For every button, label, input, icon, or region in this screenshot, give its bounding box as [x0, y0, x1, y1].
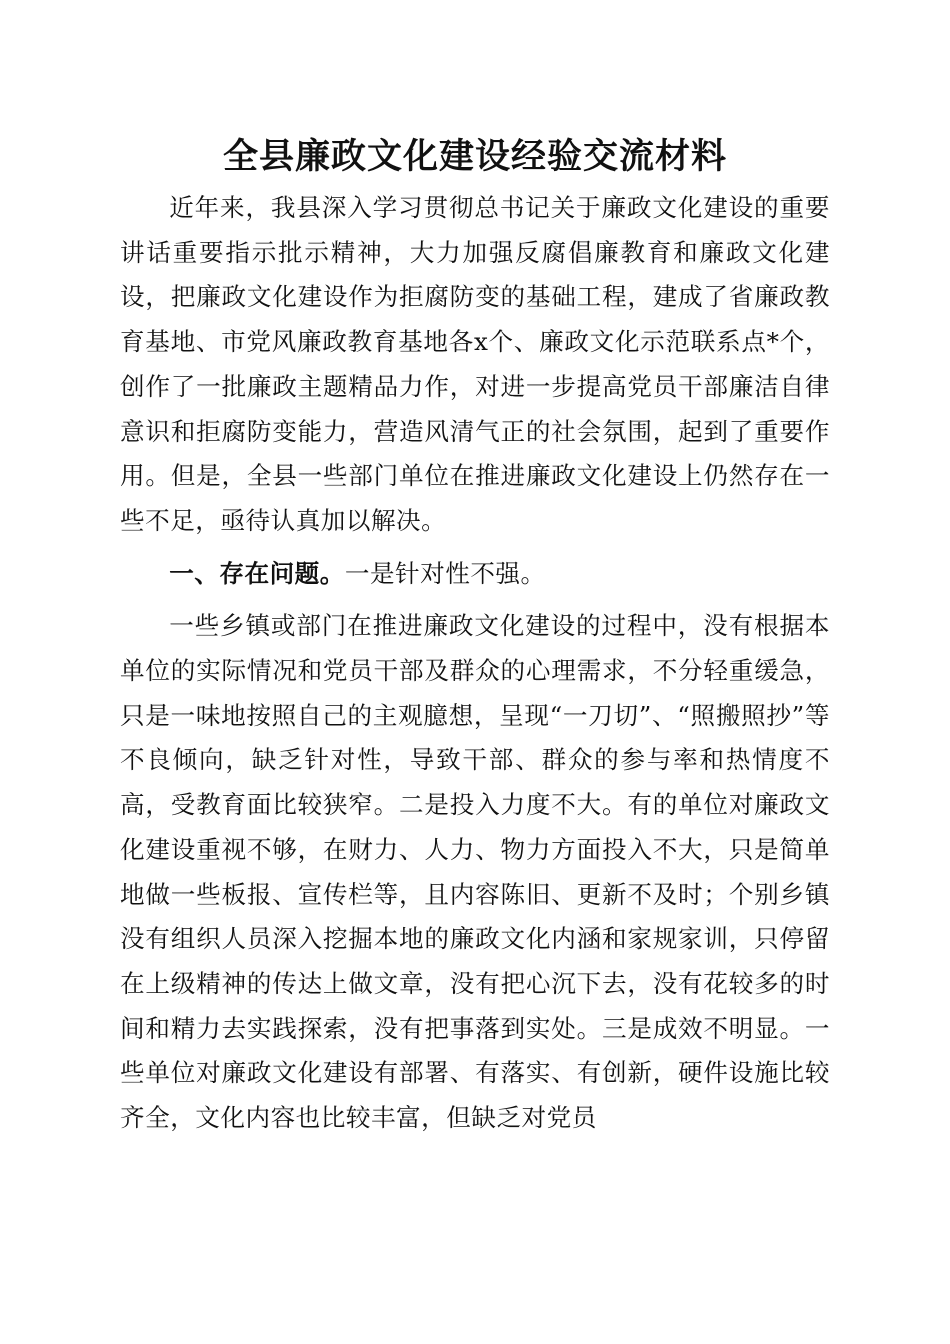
- section-1-paragraph: 一些乡镇或部门在推进廉政文化建设的过程中，没有根据本单位的实际情况和党员干部及群众的心理需求，不分轻重缓急，只是一味地按照自己的主观臆想，呈现“一刀切”、“照搬照抄”等不良倾向，缺乏针对性，导致干部、群众的参与率和热情度不高，受教育面比较狭窄。二是投入力度不大。有的单位对廉政文化建设重视不够，在财力、人力、物力方面投入不大，只是简单地做一些板报、宣传栏等，且内容陈旧、更新不及时；个别乡镇没有组织人员深入挖掘本地的廉政文化内涵和家规家训，只停留在上级精神的传达上做文章，没有把心沉下去，没有花较多的时间和精力去实践探索，没有把事落到实处。三是成效不明显。一些单位对廉政文化建设有部署、有落实、有创新，硬件设施比较齐全，文化内容也比较丰富，但缺乏对党员: [120, 611, 830, 1133]
- document-body: [120, 186, 830, 1141]
- section-1-heading: 一、存在问题。: [169, 558, 345, 588]
- intro-paragraph: 近年来，我县深入学习贯彻总书记关于廉政文化建设的重要讲话重要指示批示精神，大力加强反腐倡廉教育和廉政文化建设，把廉政文化建设作为拒腐防变的基础工程，建成了省廉政教育基地、市党风廉政教育基地各x个、廉政文化示范联系点*个，创作了一批廉政主题精品力作，对进一步提高党员干部廉洁自律意识和拒腐防变能力，营造风清气正的社会氛围，起到了重要作用。但是，全县一些部门单位在推进廉政文化建设上仍然存在一些不足，亟待认真加以解决。: [120, 193, 830, 535]
- section-1-subpoint: 一是针对性不强。: [344, 558, 546, 588]
- document-title: 全县廉政文化建设经验交流材料: [222, 136, 727, 177]
- section-1-heading-line: [120, 552, 830, 597]
